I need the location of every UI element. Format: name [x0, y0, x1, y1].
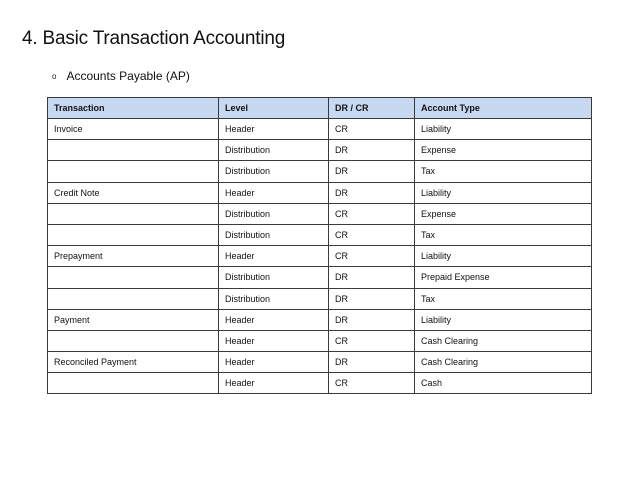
- cell-transaction: Prepayment: [48, 246, 219, 267]
- header-dr-cr: DR / CR: [329, 98, 415, 119]
- cell-dr-cr: CR: [329, 203, 415, 224]
- cell-transaction: [48, 330, 219, 351]
- cell-account-type: Prepaid Expense: [415, 267, 592, 288]
- header-level: Level: [219, 98, 329, 119]
- table-row: [48, 373, 592, 394]
- cell-level: Header: [219, 119, 329, 140]
- cell-transaction: [48, 224, 219, 245]
- cell-level: Distribution: [219, 161, 329, 182]
- table-row: [48, 352, 592, 373]
- cell-account-type: Liability: [415, 182, 592, 203]
- cell-level: Distribution: [219, 203, 329, 224]
- cell-transaction: [48, 288, 219, 309]
- cell-dr-cr: DR: [329, 140, 415, 161]
- cell-transaction: Invoice: [48, 119, 219, 140]
- cell-account-type: Liability: [415, 309, 592, 330]
- table-header-row: [48, 98, 592, 119]
- cell-account-type: Tax: [415, 161, 592, 182]
- cell-dr-cr: DR: [329, 267, 415, 288]
- cell-transaction: Credit Note: [48, 182, 219, 203]
- cell-level: Distribution: [219, 288, 329, 309]
- cell-account-type: Cash Clearing: [415, 352, 592, 373]
- cell-level: Distribution: [219, 267, 329, 288]
- header-transaction: Transaction: [48, 98, 219, 119]
- cell-transaction: [48, 267, 219, 288]
- cell-transaction: Reconciled Payment: [48, 352, 219, 373]
- cell-level: Header: [219, 352, 329, 373]
- cell-account-type: Tax: [415, 288, 592, 309]
- cell-transaction: [48, 203, 219, 224]
- ap-transaction-table: [47, 97, 592, 394]
- cell-dr-cr: DR: [329, 288, 415, 309]
- table-row: [48, 119, 592, 140]
- cell-account-type: Expense: [415, 203, 592, 224]
- bullet-marker: o: [52, 71, 57, 81]
- cell-dr-cr: DR: [329, 161, 415, 182]
- table-row: [48, 309, 592, 330]
- cell-transaction: [48, 373, 219, 394]
- table-row: [48, 140, 592, 161]
- cell-level: Header: [219, 330, 329, 351]
- cell-level: Header: [219, 246, 329, 267]
- table-row: [48, 288, 592, 309]
- cell-account-type: Cash Clearing: [415, 330, 592, 351]
- cell-dr-cr: CR: [329, 224, 415, 245]
- table-row: [48, 182, 592, 203]
- cell-account-type: Cash: [415, 373, 592, 394]
- cell-dr-cr: CR: [329, 373, 415, 394]
- table-row: [48, 330, 592, 351]
- table-row: [48, 161, 592, 182]
- cell-level: Header: [219, 182, 329, 203]
- cell-dr-cr: CR: [329, 119, 415, 140]
- cell-account-type: Tax: [415, 224, 592, 245]
- cell-dr-cr: DR: [329, 309, 415, 330]
- cell-level: Distribution: [219, 224, 329, 245]
- cell-dr-cr: DR: [329, 352, 415, 373]
- cell-level: Distribution: [219, 140, 329, 161]
- table-row: [48, 246, 592, 267]
- slide-title: 4. Basic Transaction Accounting: [22, 28, 286, 49]
- cell-account-type: Liability: [415, 119, 592, 140]
- cell-level: Header: [219, 309, 329, 330]
- cell-dr-cr: CR: [329, 330, 415, 351]
- cell-transaction: [48, 140, 219, 161]
- cell-level: Header: [219, 373, 329, 394]
- header-account-type: Account Type: [415, 98, 592, 119]
- cell-account-type: Liability: [415, 246, 592, 267]
- table-row: [48, 267, 592, 288]
- cell-dr-cr: CR: [329, 246, 415, 267]
- cell-transaction: Payment: [48, 309, 219, 330]
- cell-dr-cr: DR: [329, 182, 415, 203]
- section-subtitle: Accounts Payable (AP): [66, 69, 190, 83]
- bullet-item: [52, 69, 190, 83]
- cell-transaction: [48, 161, 219, 182]
- table-row: [48, 224, 592, 245]
- cell-account-type: Expense: [415, 140, 592, 161]
- table-row: [48, 203, 592, 224]
